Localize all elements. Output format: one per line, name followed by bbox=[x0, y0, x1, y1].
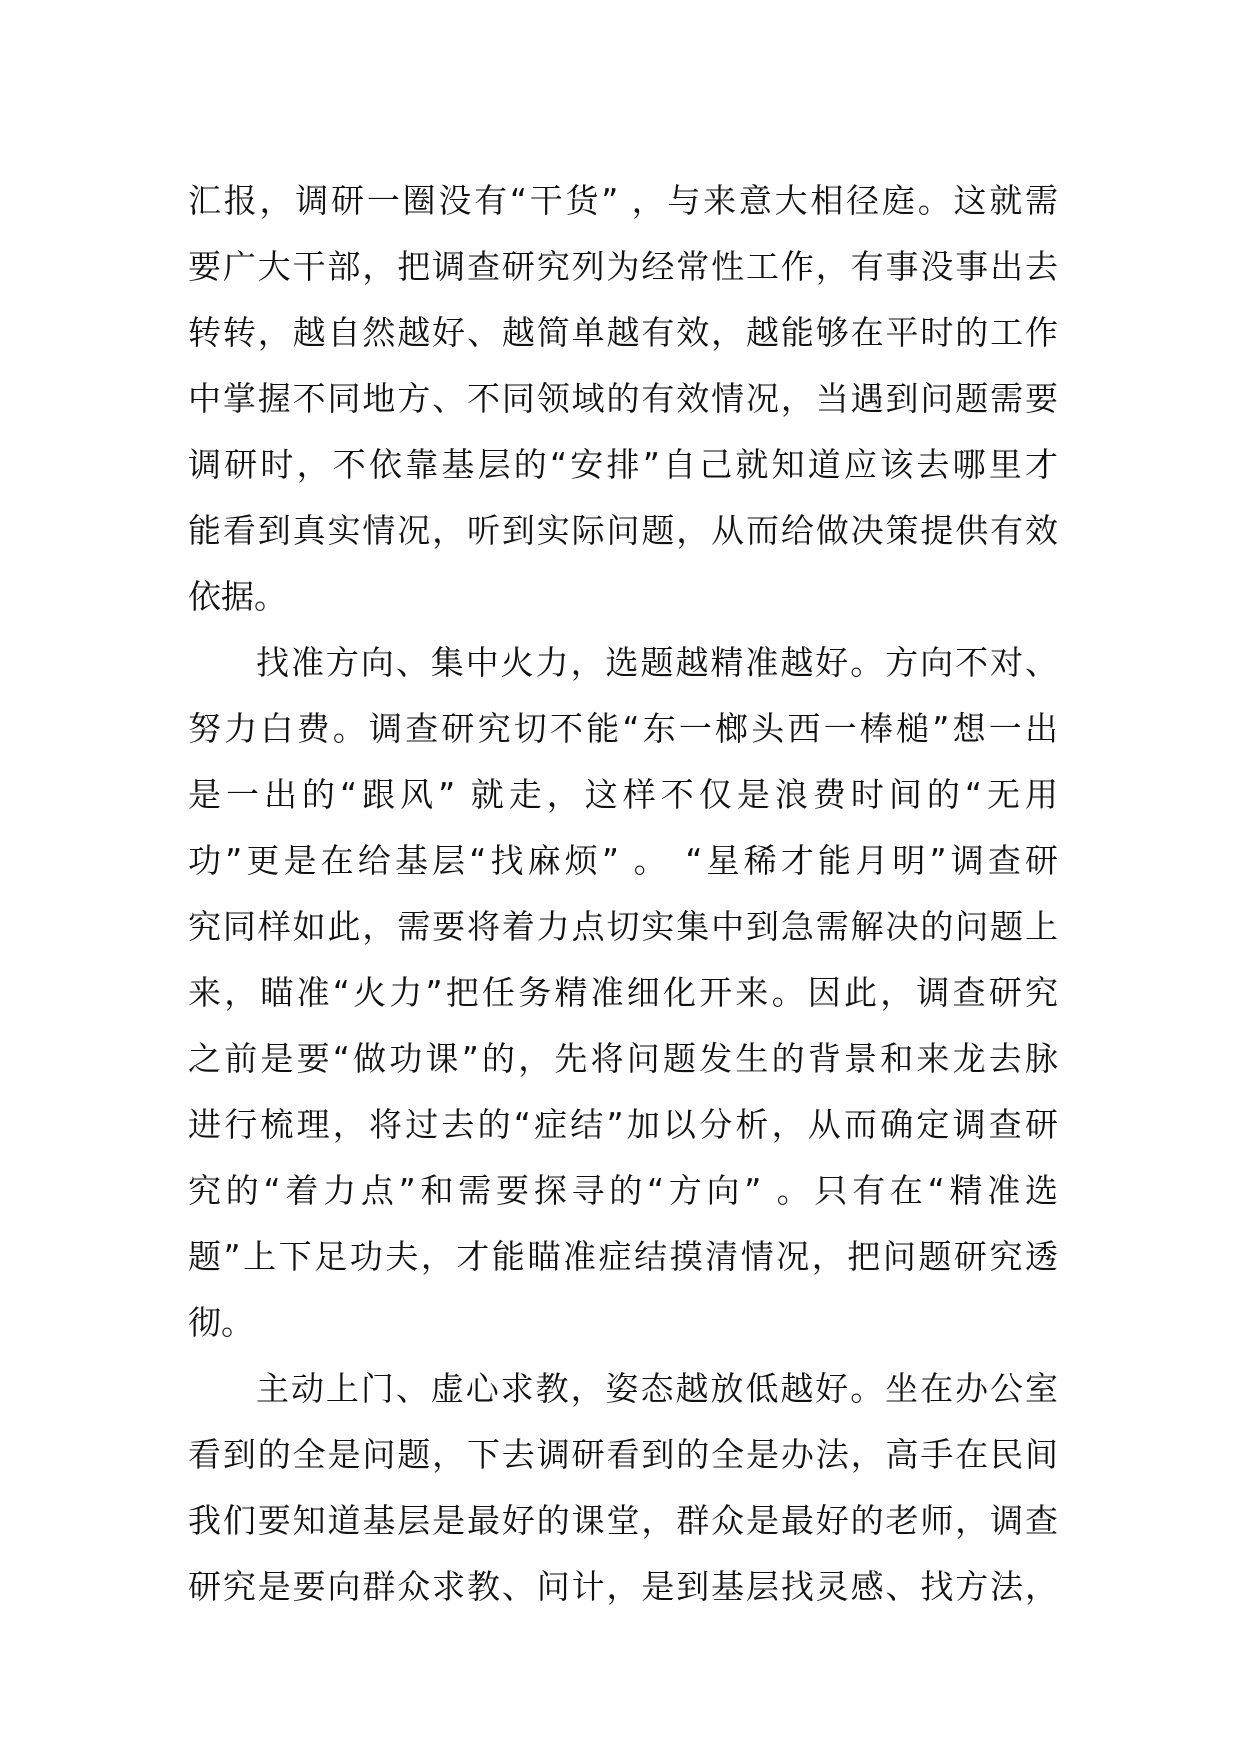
text-line: 研究是要向群众求教、问计，是到基层找灵感、找方法， bbox=[188, 1567, 1058, 1606]
text-line: 彻。 bbox=[188, 1303, 254, 1342]
text-line: 进行梳理，将过去的“症结”加以分析，从而确定调查研 bbox=[188, 1105, 1058, 1144]
text-line: 来，瞄准“火力”把任务精准细化开来。因此，调查研究 bbox=[188, 973, 1058, 1012]
text-line: 之前是要“做功课”的，先将问题发生的背景和来龙去脉 bbox=[188, 1039, 1058, 1078]
text-line: 中掌握不同地方、不同领域的有效情况，当遇到问题需要 bbox=[188, 379, 1058, 418]
text-line: 努力白费。调查研究切不能“东一榔头西一棒槌”想一出 bbox=[188, 709, 1058, 748]
paragraph-3 bbox=[188, 1356, 1058, 1620]
text-line: 要广大干部，把调查研究列为经常性工作，有事没事出去 bbox=[188, 247, 1058, 286]
paragraph-2 bbox=[188, 630, 1058, 1356]
text-line: 看到的全是问题，下去调研看到的全是办法，高手在民间 bbox=[188, 1435, 1058, 1474]
text-line: 题”上下足功夫，才能瞄准症结摸清情况，把问题研究透 bbox=[188, 1237, 1058, 1276]
text-line: 究的“着力点”和需要探寻的“方向” 。只有在“精准选 bbox=[188, 1171, 1058, 1210]
text-line: 汇报，调研一圈没有“干货” ，与来意大相径庭。这就需 bbox=[188, 181, 1058, 220]
document-body bbox=[188, 168, 1058, 1620]
text-line: 究同样如此，需要将着力点切实集中到急需解决的问题上 bbox=[188, 907, 1058, 946]
text-line: 能看到真实情况，听到实际问题，从而给做决策提供有效 bbox=[188, 511, 1058, 550]
paragraph-1 bbox=[188, 168, 1058, 630]
text-line: 转转，越自然越好、越简单越有效，越能够在平时的工作 bbox=[188, 313, 1058, 352]
text-line: 是一出的“跟风” 就走，这样不仅是浪费时间的“无用 bbox=[188, 775, 1058, 814]
text-line: 调研时，不依靠基层的“安排”自己就知道应该去哪里才 bbox=[188, 445, 1058, 484]
text-line: 主动上门、虚心求教，姿态越放低越好。坐在办公室 bbox=[256, 1369, 1058, 1408]
text-line: 依据。 bbox=[188, 577, 287, 616]
text-line: 找准方向、集中火力，选题越精准越好。方向不对、 bbox=[256, 643, 1058, 682]
text-line: 功”更是在给基层“找麻烦” 。 “星稀才能月明”调查研 bbox=[188, 841, 1058, 880]
text-line: 我们要知道基层是最好的课堂，群众是最好的老师，调查 bbox=[188, 1501, 1058, 1540]
